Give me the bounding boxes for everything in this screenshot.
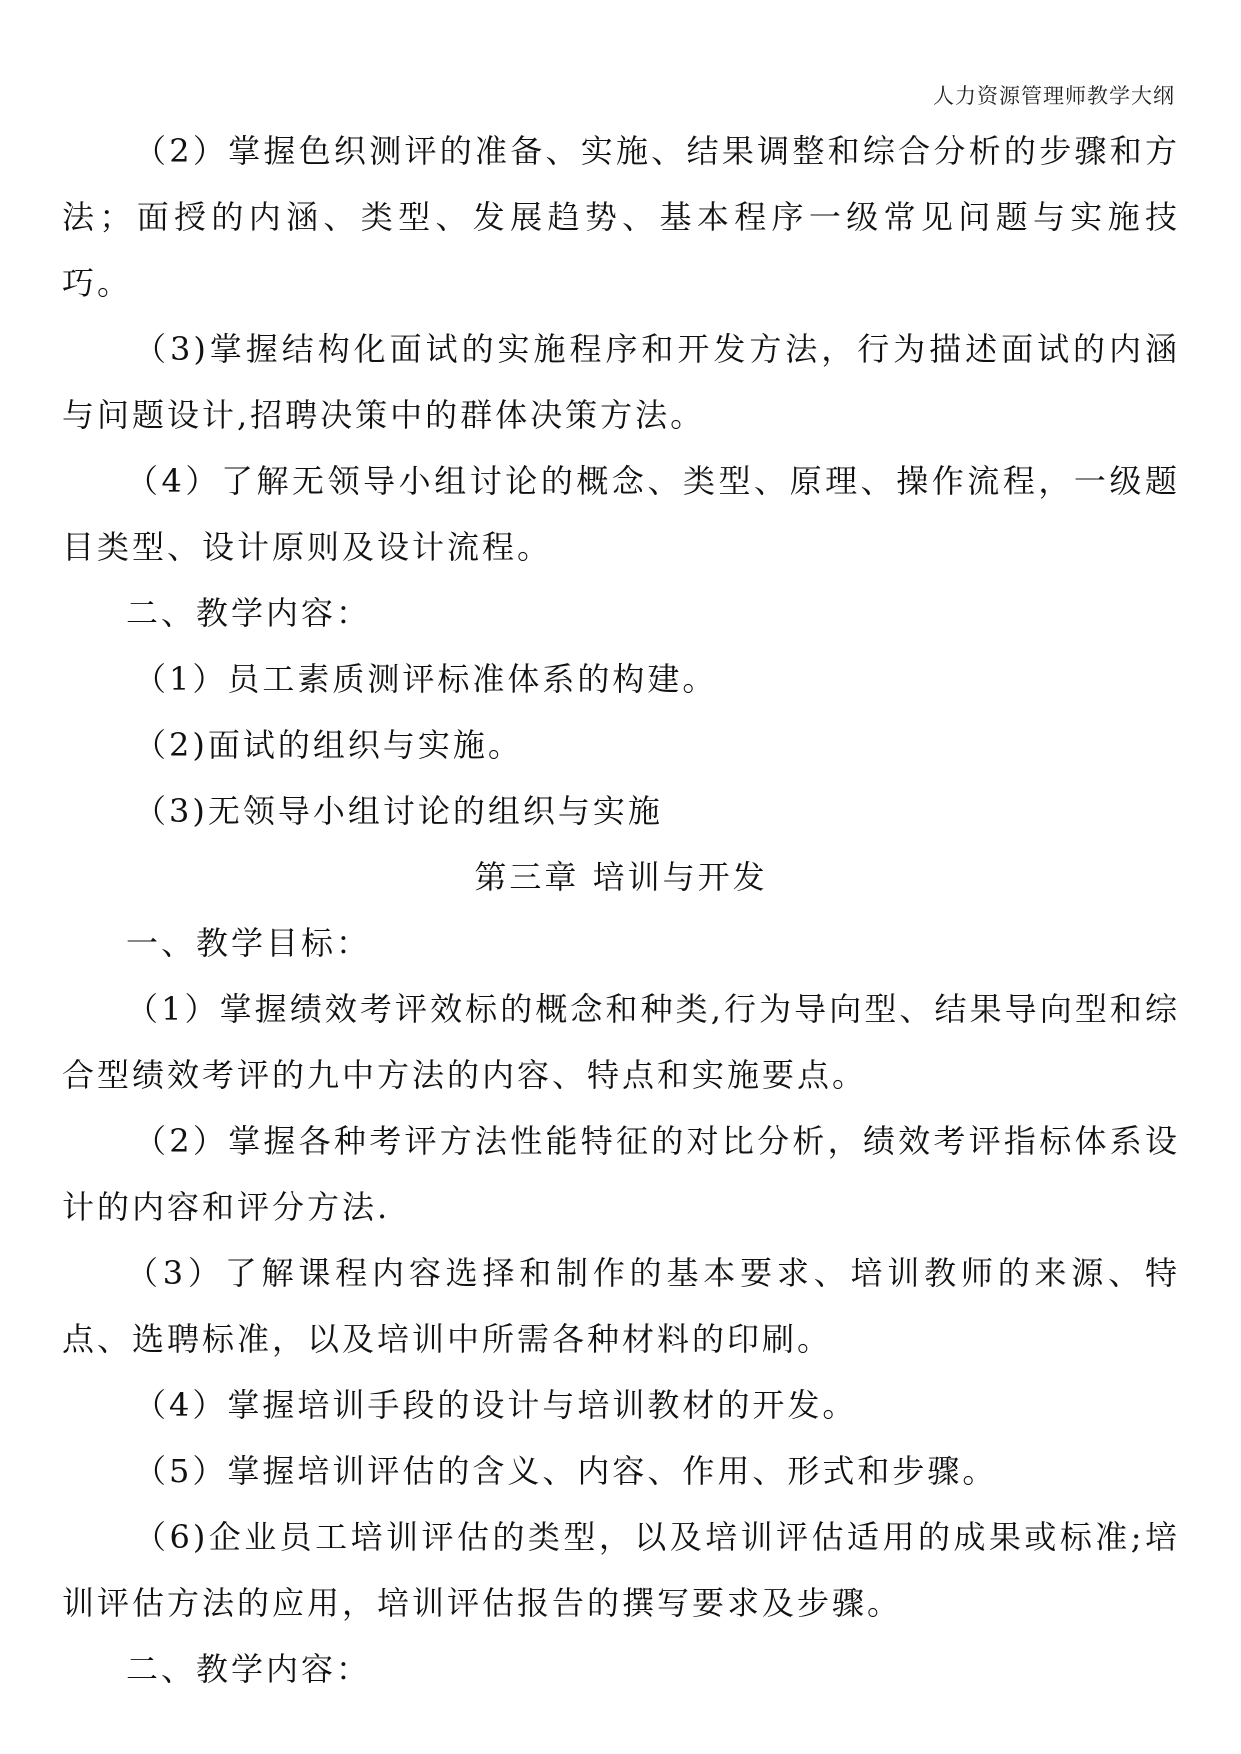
chapter3-objective-item-6: （6)企业员工培训评估的类型，以及培训评估适用的成果或标准;培训评估方法的应用，培训评估报告的撰写要求及步骤。 bbox=[62, 1518, 1180, 1622]
chapter-title: 第三章 培训与开发 bbox=[474, 858, 768, 896]
section-heading-content: 二、教学内容： bbox=[126, 594, 372, 632]
running-header: 人力资源管理师教学大纲 bbox=[933, 84, 1175, 108]
chapter3-section-heading-content: 二、教学内容： bbox=[126, 1650, 372, 1688]
chapter3-objective-item-1: （1）掌握绩效考评效标的概念和种类,行为导向型、结果导向型和综合型绩效考评的九中方法的内容、特点和实施要点。 bbox=[62, 990, 1180, 1094]
document-body bbox=[62, 118, 1180, 1702]
content-item-3: （3)无领导小组讨论的组织与实施 bbox=[134, 792, 663, 830]
objective-item-2: （2）掌握色织测评的准备、实施、结果调整和综合分析的步骤和方法；面授的内涵、类型、发展趋势、基本程序一级常见问题与实施技巧。 bbox=[62, 132, 1180, 302]
chapter3-objective-item-2: （2）掌握各种考评方法性能特征的对比分析，绩效考评指标体系设计的内容和评分方法. bbox=[62, 1122, 1180, 1226]
objective-item-4: （4）了解无领导小组讨论的概念、类型、原理、操作流程，一级题目类型、设计原则及设计流程。 bbox=[62, 462, 1180, 566]
chapter3-objective-item-5: （5）掌握培训评估的含义、内容、作用、形式和步骤。 bbox=[134, 1452, 998, 1490]
content-item-2: （2)面试的组织与实施。 bbox=[134, 726, 523, 764]
chapter3-objective-item-4: （4）掌握培训手段的设计与培训教材的开发。 bbox=[134, 1386, 858, 1424]
section-heading-objectives: 一、教学目标： bbox=[126, 924, 372, 962]
content-item-1: （1）员工素质测评标准体系的构建。 bbox=[134, 660, 718, 698]
chapter3-objective-item-3: （3）了解课程内容选择和制作的基本要求、培训教师的来源、特点、选聘标准，以及培训中所需各种材料的印刷。 bbox=[62, 1254, 1180, 1358]
objective-item-3: （3)掌握结构化面试的实施程序和开发方法，行为描述面试的内涵与问题设计,招聘决策中的群体决策方法。 bbox=[62, 330, 1180, 434]
